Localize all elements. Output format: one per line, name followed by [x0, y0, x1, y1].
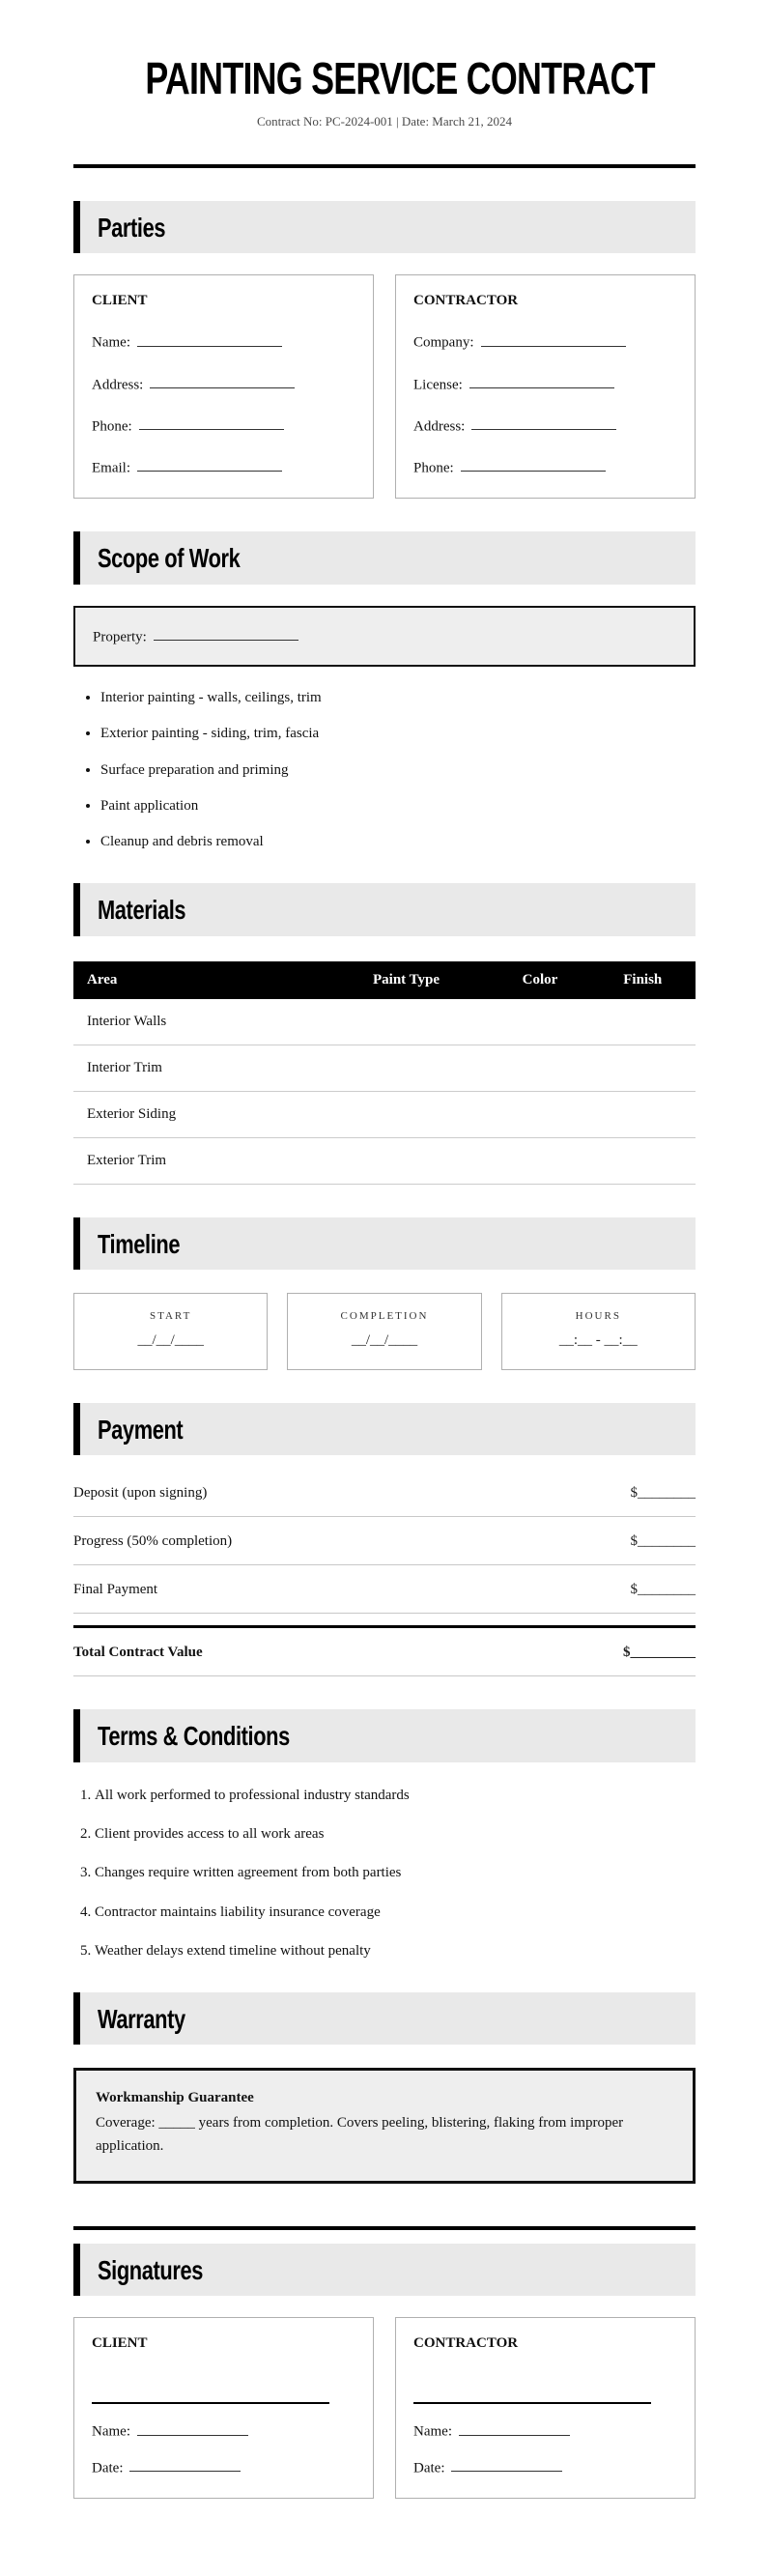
table-row — [73, 1091, 696, 1137]
parties-boxes — [73, 274, 696, 499]
field-row-license — [413, 375, 677, 393]
payment-total-amount: $_________ — [623, 1645, 696, 1661]
signature-name-blank — [459, 2421, 570, 2435]
client-info-box — [73, 274, 374, 499]
signature-name-label: Name: — [92, 2423, 130, 2440]
payment-total-row — [73, 1628, 696, 1676]
signature-date-row — [413, 2458, 677, 2476]
terms-item: 4. Contractor maintains liability insurance coverage — [95, 1904, 696, 1921]
terms-item: 3. Changes require written agreement from both parties — [95, 1865, 696, 1881]
section-header-terms — [73, 1709, 696, 1761]
color-cell — [490, 1137, 589, 1184]
field-row-phone — [413, 458, 677, 476]
column-header-color: Color — [490, 961, 589, 999]
table-row — [73, 1045, 696, 1091]
paint-type-cell — [323, 999, 491, 1045]
scope-item: • Paint application — [100, 798, 696, 815]
column-header-finish: Finish — [590, 961, 696, 999]
client-heading: CLIENT — [92, 293, 148, 309]
field-blank-line — [469, 375, 614, 388]
section-title: Scope of Work — [98, 543, 241, 574]
section-header-materials — [73, 883, 696, 935]
warranty-text: Coverage: _____ years from completion. Covers peeling, blistering, flaking from improper application. — [96, 2115, 624, 2154]
section-title: Warranty — [98, 2004, 185, 2035]
terms-item: 2. Client provides access to all work areas — [95, 1826, 696, 1843]
finish-cell — [590, 999, 696, 1045]
field-label: Phone: — [92, 418, 132, 435]
payment-amount: $________ — [630, 1485, 696, 1502]
payment-rows — [73, 1469, 696, 1676]
property-box — [73, 606, 696, 667]
field-blank-line — [150, 375, 295, 388]
document-title: PAINTING SERVICE CONTRACT — [145, 53, 655, 103]
signature-name-blank — [137, 2421, 248, 2435]
scope-item: • Exterior painting - siding, trim, fascia — [100, 726, 696, 742]
paint-type-cell — [323, 1045, 491, 1091]
warranty-heading: Workmanship Guarantee — [96, 2090, 254, 2106]
signature-box-contractor — [395, 2317, 696, 2499]
section-title: Terms & Conditions — [98, 1721, 290, 1752]
signature-date-blank — [451, 2458, 562, 2472]
signature-date-row — [92, 2458, 355, 2476]
paint-type-cell — [323, 1137, 491, 1184]
payment-total-label: Total Contract Value — [73, 1645, 203, 1661]
timeline-card-label: HOURS — [575, 1310, 621, 1323]
signature-date-label: Date: — [413, 2459, 445, 2476]
materials-table — [73, 961, 696, 1185]
section-header-scope — [73, 531, 696, 584]
table-row — [73, 999, 696, 1045]
signatures-rule — [73, 2226, 696, 2230]
field-row-address — [92, 375, 355, 393]
field-row-company — [413, 332, 677, 351]
terms-item: 5. Weather delays extend timeline without penalty — [95, 1943, 696, 1960]
contractor-info-box — [395, 274, 696, 499]
field-label: Address: — [413, 418, 466, 435]
section-header-warranty — [73, 1992, 696, 2045]
payment-row-final — [73, 1565, 696, 1614]
header-rule — [73, 164, 696, 168]
payment-label: Progress (50% completion) — [73, 1533, 233, 1550]
field-row-name — [92, 332, 355, 351]
payment-row-deposit — [73, 1469, 696, 1517]
payment-label: Final Payment — [73, 1582, 158, 1598]
column-header-area: Area — [73, 961, 323, 999]
field-label: Phone: — [413, 460, 454, 476]
section-header-payment — [73, 1403, 696, 1455]
property-blank-line — [154, 627, 298, 641]
signature-space — [413, 2352, 677, 2402]
color-cell — [490, 999, 589, 1045]
color-cell — [490, 1091, 589, 1137]
contractor-heading: CONTRACTOR — [413, 293, 519, 309]
field-blank-line — [137, 458, 282, 472]
section-title: Payment — [98, 1415, 184, 1445]
scope-item: • Surface preparation and priming — [100, 762, 696, 779]
area-cell: Exterior Trim — [73, 1137, 323, 1184]
field-label: Company: — [413, 334, 474, 351]
section-header-signatures — [73, 2244, 696, 2296]
warranty-box — [73, 2068, 696, 2184]
contract-meta: Contract No: PC-2024-001 | Date: March 21, 2024 — [256, 114, 512, 129]
color-cell — [490, 1045, 589, 1091]
field-blank-line — [481, 332, 626, 346]
scope-list — [100, 690, 696, 850]
signature-name-row — [413, 2421, 677, 2440]
section-title: Signatures — [98, 2254, 203, 2285]
section-title: Timeline — [98, 1228, 181, 1259]
payment-amount: $________ — [630, 1533, 696, 1550]
signature-date-blank — [129, 2458, 241, 2472]
timeline-card-label: COMPLETION — [340, 1310, 429, 1323]
timeline-card-value: __:__ - __:__ — [558, 1332, 638, 1349]
table-row — [73, 1137, 696, 1184]
document-header — [73, 53, 696, 129]
section-header-parties — [73, 201, 696, 253]
section-header-timeline — [73, 1217, 696, 1270]
field-blank-line — [461, 458, 606, 472]
timeline-card-start — [73, 1293, 268, 1370]
column-header-paint-type: Paint Type — [323, 961, 491, 999]
signature-date-label: Date: — [92, 2459, 124, 2476]
scope-item: • Interior painting - walls, ceilings, trim — [100, 690, 696, 706]
table-header-row — [73, 961, 696, 999]
field-label: Address: — [92, 376, 144, 392]
terms-list — [95, 1788, 696, 1960]
section-title: Parties — [98, 213, 166, 243]
timeline-cards — [73, 1293, 696, 1370]
property-label: Property: — [93, 629, 147, 645]
finish-cell — [590, 1045, 696, 1091]
signature-name-row — [92, 2421, 355, 2440]
field-label: License: — [413, 376, 463, 392]
signature-client-heading: CLIENT — [92, 2335, 148, 2352]
signature-box-client — [73, 2317, 374, 2499]
terms-item: 1. All work performed to professional industry standards — [95, 1788, 696, 1804]
scope-item: • Cleanup and debris removal — [100, 834, 696, 850]
signature-line — [92, 2402, 329, 2404]
finish-cell — [590, 1091, 696, 1137]
field-blank-line — [139, 416, 284, 430]
section-title: Materials — [98, 895, 186, 926]
field-row-email — [92, 458, 355, 476]
signature-name-label: Name: — [413, 2423, 452, 2440]
field-label: Name: — [92, 334, 130, 351]
timeline-card-completion — [287, 1293, 481, 1370]
field-blank-line — [137, 332, 282, 346]
signature-boxes — [73, 2317, 696, 2499]
signature-line — [413, 2402, 651, 2404]
field-blank-line — [471, 416, 616, 430]
signature-space — [92, 2352, 355, 2402]
paint-type-cell — [323, 1091, 491, 1137]
signature-contractor-heading: CONTRACTOR — [413, 2335, 519, 2352]
field-row-phone — [92, 416, 355, 435]
finish-cell — [590, 1137, 696, 1184]
field-label: Email: — [92, 460, 130, 476]
payment-label: Deposit (upon signing) — [73, 1485, 208, 1502]
area-cell: Exterior Siding — [73, 1091, 323, 1137]
field-row-address — [413, 416, 677, 435]
timeline-card-value: __/__/____ — [137, 1332, 204, 1349]
area-cell: Interior Walls — [73, 999, 323, 1045]
timeline-card-hours — [501, 1293, 696, 1370]
timeline-card-label: START — [150, 1310, 192, 1323]
timeline-card-value: __/__/____ — [351, 1332, 418, 1349]
payment-row-progress — [73, 1517, 696, 1565]
area-cell: Interior Trim — [73, 1045, 323, 1091]
payment-amount: $________ — [630, 1582, 696, 1598]
